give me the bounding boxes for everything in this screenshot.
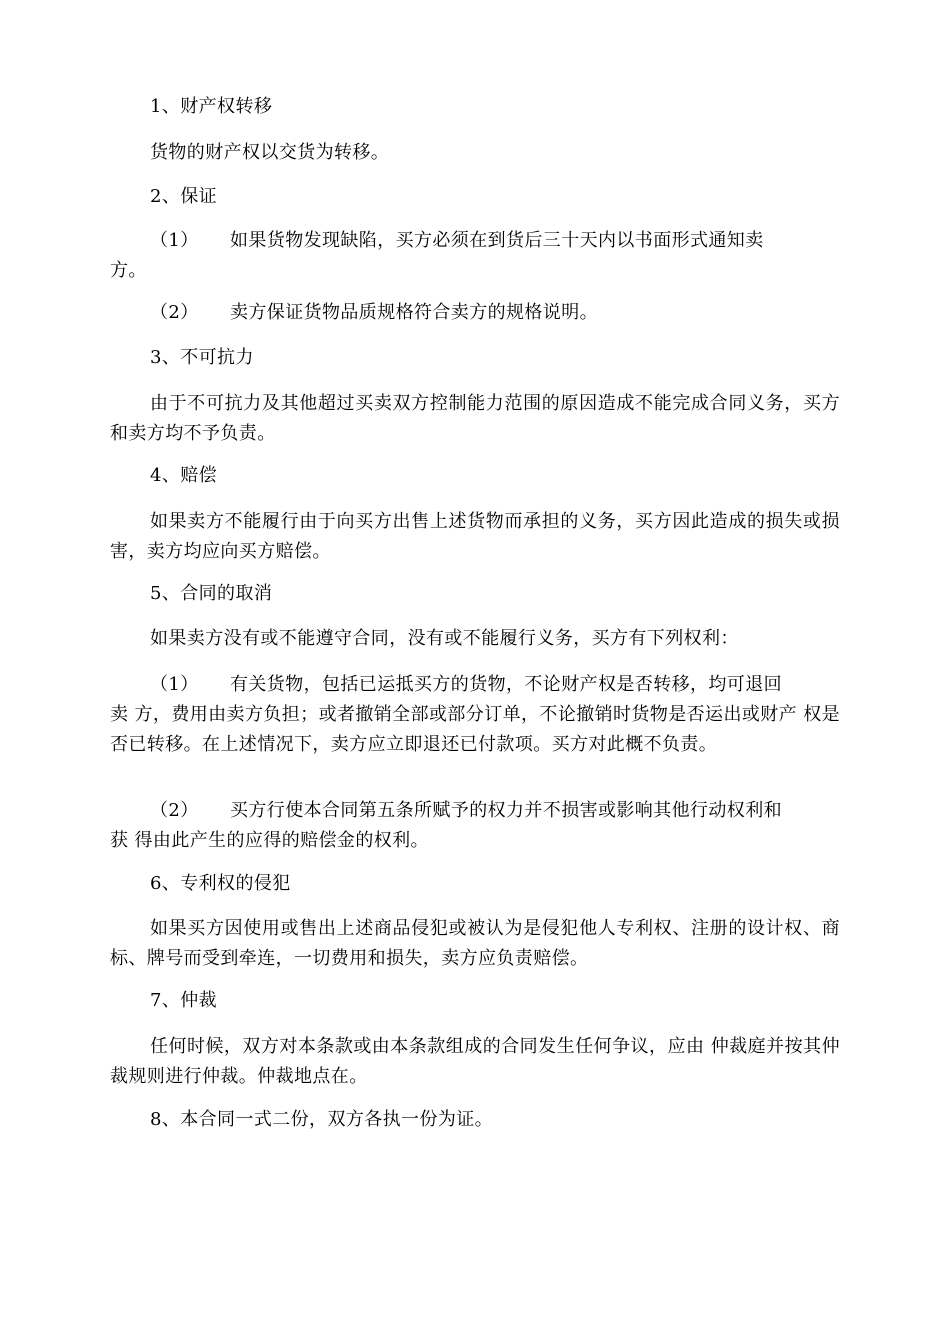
- item-number: （2）: [150, 302, 199, 323]
- item-text: 如果货物发现缺陷，买方必须在到货后三十天内以书面形式通知卖: [230, 230, 764, 251]
- section-heading-warranty: 2、保证: [150, 186, 218, 207]
- item-text: 卖方保证货物品质规格符合卖方的规格说明。: [230, 302, 598, 323]
- paragraph-arbitration: 任何时候，双方对本条款或由本条款组成的合同发生任何争议，应由 仲裁庭并按其仲裁规则进行仲裁。仲裁地点在。: [110, 1036, 840, 1087]
- warranty-item-1: [150, 226, 840, 256]
- paragraph-cancellation: 如果卖方没有或不能遵守合同，没有或不能履行义务，买方有下列权利：: [150, 628, 739, 649]
- cancellation-item-1: [150, 670, 840, 700]
- item-number: （2）: [150, 800, 199, 821]
- paragraph-patent: 如果买方因使用或售出上述商品侵犯或被认为是侵犯他人专利权、注册的设计权、商标、牌号而受到牵连，一切费用和损失，卖方应负责赔偿。: [110, 918, 840, 969]
- paragraph-force-majeure: 由于不可抗力及其他超过买卖双方控制能力范围的原因造成不能完成合同义务，买方和卖方均不予负责。: [110, 393, 840, 444]
- section-heading-arbitration: 7、仲裁: [150, 990, 218, 1011]
- cancellation-item-2: [150, 796, 840, 826]
- paragraph-compensation: 如果卖方不能履行由于向买方出售上述货物而承担的义务，买方因此造成的损失或损害，卖方均应向买方赔偿。: [110, 511, 840, 562]
- section-heading-property-transfer: 1、财产权转移: [150, 96, 273, 117]
- section-heading-patent: 6、专利权的侵犯: [150, 873, 291, 894]
- section-heading-copies: 8、本合同一式二份，双方各执一份为证。: [150, 1109, 494, 1130]
- section-heading-force-majeure: 3、不可抗力: [150, 347, 254, 368]
- warranty-item-2: [150, 298, 840, 328]
- cancellation-item-1-continuation: 卖 方，费用由卖方负担；或者撤销全部或部分订单，不论撤销时货物是否运出或财产 权是否已转移。在上述情况下，卖方应立即退还已付款项。买方对此概不负责。: [110, 704, 840, 755]
- item-text: 有关货物，包括已运抵买方的货物，不论财产权是否转移，均可退回: [230, 674, 782, 695]
- cancellation-item-2-continuation: 获 得由此产生的应得的赔偿金的权利。: [110, 830, 429, 851]
- warranty-item-1-continuation: 方。: [110, 260, 147, 281]
- section-heading-compensation: 4、赔偿: [150, 465, 218, 486]
- section-heading-cancellation: 5、合同的取消: [150, 583, 273, 604]
- item-text: 买方行使本合同第五条所赋予的权力并不损害或影响其他行动权利和: [230, 800, 782, 821]
- item-number: （1）: [150, 230, 199, 251]
- paragraph-property-transfer: 货物的财产权以交货为转移。: [150, 142, 390, 163]
- item-number: （1）: [150, 674, 199, 695]
